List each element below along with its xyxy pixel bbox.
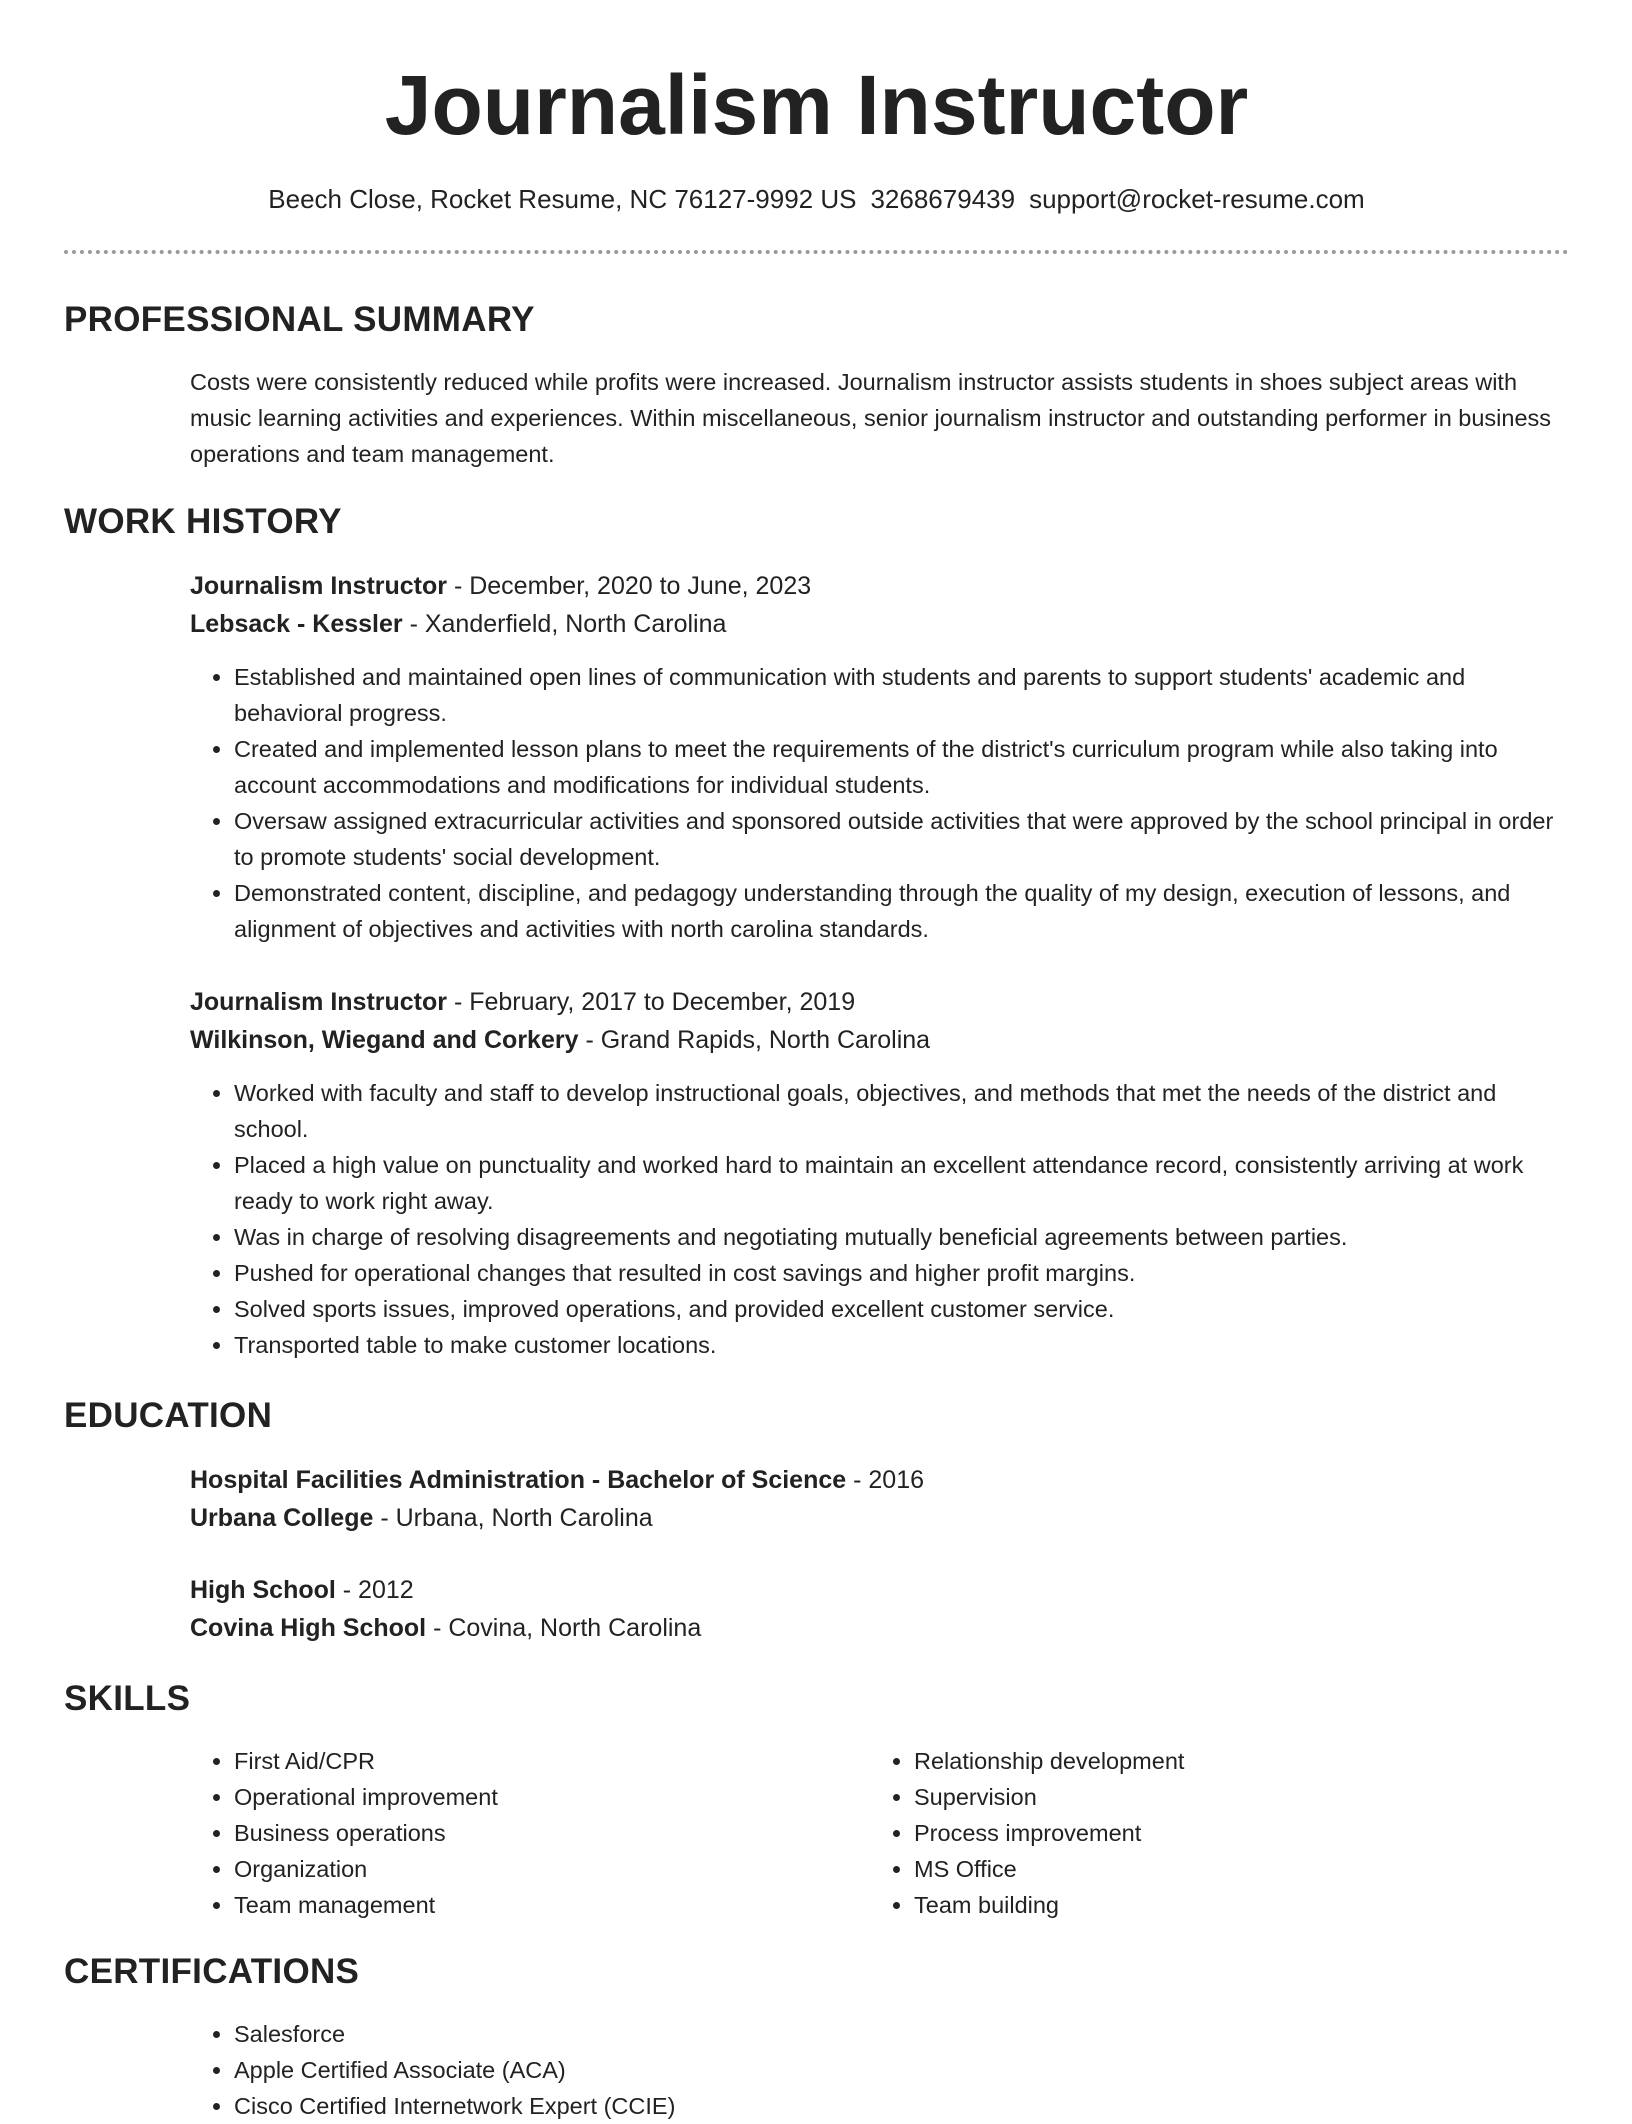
list-item: • Demonstrated content, discipline, and pedagogy understanding through the quality of my design, execution of lessons, and alignment of objectives and activities with north carolina standards. xyxy=(234,875,1570,947)
list-item: • Transported table to make customer locations. xyxy=(234,1327,1570,1363)
skills-column-left xyxy=(190,1743,810,1923)
summary-heading: PROFESSIONAL SUMMARY xyxy=(64,300,535,339)
job-location: - Xanderfield, North Carolina xyxy=(402,610,727,638)
skills-heading: SKILLS xyxy=(64,1679,191,1718)
school-name: Urbana College xyxy=(190,1504,374,1532)
contact-email: support@rocket-resume.com xyxy=(1029,184,1365,214)
job-entry-2 xyxy=(190,983,1570,1363)
list-item: • Team building xyxy=(914,1887,1490,1923)
skills-list xyxy=(190,1743,810,1923)
certifications-list xyxy=(190,2016,1570,2124)
school-name: Covina High School xyxy=(190,1614,427,1642)
header-divider xyxy=(64,250,1569,254)
degree-line xyxy=(190,1461,1570,1499)
list-item: • Oversaw assigned extracurricular activities and sponsored outside activities that were approved by the school principal in order to promote students' social development. xyxy=(234,803,1570,875)
school-line xyxy=(190,1499,1570,1537)
education-entry-2 xyxy=(190,1571,1570,1647)
work-history-heading: WORK HISTORY xyxy=(64,502,342,541)
degree-year: - 2012 xyxy=(335,1576,414,1604)
job-dates: - February, 2017 to December, 2019 xyxy=(447,988,856,1016)
list-item: • Operational improvement xyxy=(234,1779,810,1815)
list-item: • MS Office xyxy=(914,1851,1490,1887)
degree-year: - 2016 xyxy=(846,1466,925,1494)
certifications-block xyxy=(190,2016,1570,2124)
list-item: • Apple Certified Associate (ACA) xyxy=(234,2052,1570,2088)
list-item: • Organization xyxy=(234,1851,810,1887)
skills-list xyxy=(870,1743,1490,1923)
list-item: • Salesforce xyxy=(234,2016,1570,2052)
list-item: • Cisco Certified Internetwork Expert (CCIE) xyxy=(234,2088,1570,2124)
list-item: • Solved sports issues, improved operations, and provided excellent customer service. xyxy=(234,1291,1570,1327)
list-item: • Placed a high value on punctuality and worked hard to maintain an excellent attendance record, consistently arriving at work ready to work right away. xyxy=(234,1147,1570,1219)
list-item: • Process improvement xyxy=(914,1815,1490,1851)
job-company: Wilkinson, Wiegand and Corkery xyxy=(190,1026,579,1054)
job-role: Journalism Instructor xyxy=(190,572,447,600)
job-company-line xyxy=(190,1021,1570,1059)
job-bullets xyxy=(190,1075,1570,1363)
job-title-line xyxy=(190,983,1570,1021)
school-line xyxy=(190,1609,1570,1647)
education-entry-1 xyxy=(190,1461,1570,1537)
skills-column-right xyxy=(870,1743,1490,1923)
list-item: • Business operations xyxy=(234,1815,810,1851)
contact-phone: 3268679439 xyxy=(870,184,1016,214)
job-title-line xyxy=(190,567,1570,605)
degree-name: Hospital Facilities Administration - Bachelor of Science xyxy=(190,1466,847,1494)
list-item: • Pushed for operational changes that resulted in cost savings and higher profit margins. xyxy=(234,1255,1570,1291)
contact-address: Beech Close, Rocket Resume, NC 76127-9992 US xyxy=(268,184,857,214)
job-entry-1 xyxy=(190,567,1570,947)
school-location: - Urbana, North Carolina xyxy=(373,1504,653,1532)
job-company: Lebsack - Kessler xyxy=(190,610,403,638)
job-company-line xyxy=(190,605,1570,643)
summary-text: Costs were consistently reduced while profits were increased. Journalism instructor assists students in shoes subject areas with music learning activities and experiences. Within miscellaneous, senior journalism instructor and outstanding performer in business operations and team management. xyxy=(190,369,1552,467)
certifications-heading: CERTIFICATIONS xyxy=(64,1952,360,1991)
education-heading: EDUCATION xyxy=(64,1396,273,1435)
job-location: - Grand Rapids, North Carolina xyxy=(578,1026,931,1054)
contact-line xyxy=(64,182,1569,216)
list-item: • Created and implemented lesson plans to meet the requirements of the district's curriculum program while also taking into account accommodations and modifications for individual students. xyxy=(234,731,1570,803)
list-item: • Relationship development xyxy=(914,1743,1490,1779)
job-dates: - December, 2020 to June, 2023 xyxy=(447,572,812,600)
school-location: - Covina, North Carolina xyxy=(426,1614,702,1642)
list-item: • Worked with faculty and staff to develop instructional goals, objectives, and methods that met the needs of the district and school. xyxy=(234,1075,1570,1147)
list-item: • Supervision xyxy=(914,1779,1490,1815)
list-item: • Was in charge of resolving disagreements and negotiating mutually beneficial agreements between parties. xyxy=(234,1219,1570,1255)
list-item: • Established and maintained open lines of communication with students and parents to support students' academic and behavioral progress. xyxy=(234,659,1570,731)
job-bullets xyxy=(190,659,1570,947)
job-role: Journalism Instructor xyxy=(190,988,447,1016)
degree-line xyxy=(190,1571,1570,1609)
degree-name: High School xyxy=(190,1576,336,1604)
resume-name: Journalism Instructor xyxy=(384,58,1249,152)
resume-page xyxy=(64,0,1569,2119)
list-item: • First Aid/CPR xyxy=(234,1743,810,1779)
list-item: • Team management xyxy=(234,1887,810,1923)
